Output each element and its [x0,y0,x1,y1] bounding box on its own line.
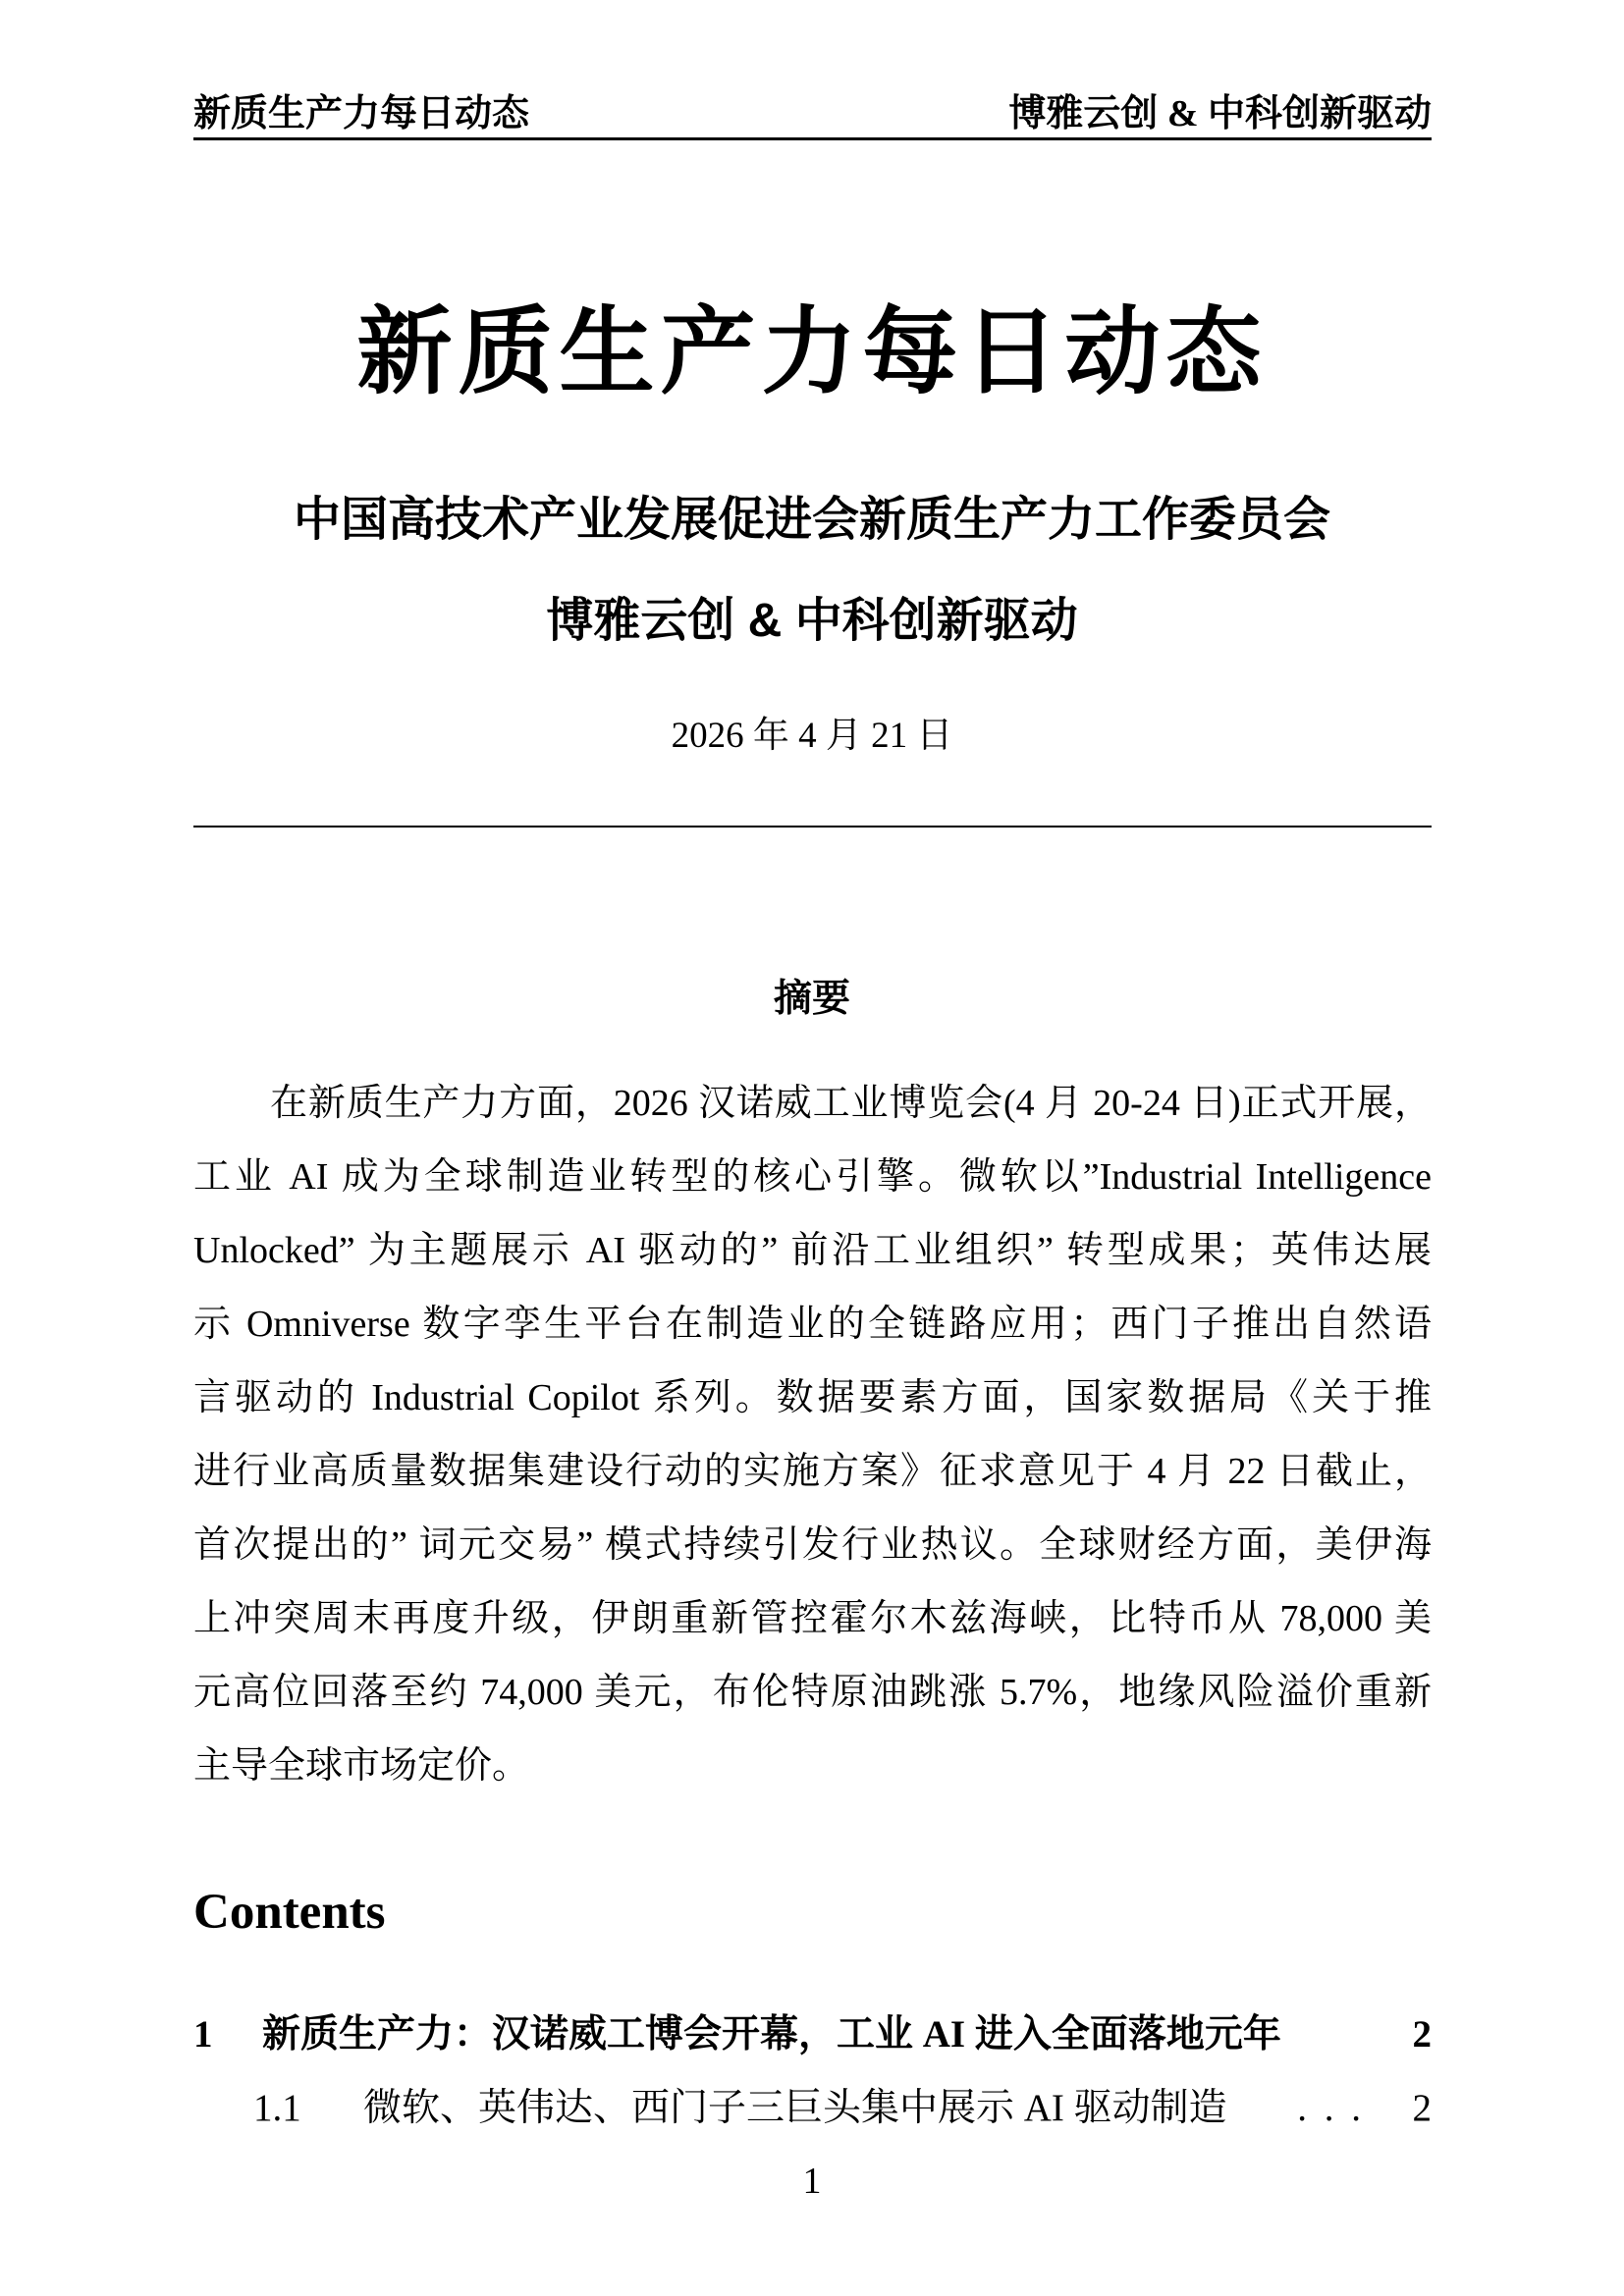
header-rule [193,137,1432,140]
abstract-paragraph [193,1067,1432,1803]
titleblock-rule [193,826,1432,828]
page-number: 1 [802,2161,822,2202]
header-left-title: 新质生产力每日动态 [193,93,530,134]
abstract-line: 首次提出的” 词元交易” 模式持续引发行业热议。全球财经方面，美伊海 [193,1524,1432,1566]
abstract-line: 示 Omniverse 数字孪生平台在制造业的全链路应用；西门子推出自然语 [193,1304,1432,1345]
toc-dot-leader: . . . [1297,2087,1365,2129]
header-right-orgs: 博雅云创 & 中科创新驱动 [1008,93,1432,134]
abstract-line: 言驱动的 Industrial Copilot 系列。数据要素方面，国家数据局《关于推 [193,1377,1432,1418]
abstract-line: 进行业高质量数据集建设行动的实施方案》征求意见于 4 月 22 日截止， [193,1451,1432,1492]
toc-section-title: 新质生产力：汉诺威工博会开幕，工业 AI 进入全面落地元年 [262,2013,1281,2056]
running-header [193,92,1432,135]
document-date: 2026 年 4 月 21 日 [671,716,953,756]
toc-entry-section-1[interactable] [193,2007,1432,2062]
document-title: 新质生产力每日动态 [356,300,1268,405]
abstract-line: Unlocked” 为主题展示 AI 驱动的” 前沿工业组织” 转型成果；英伟达展 [193,1230,1432,1271]
toc-entry-subsection-1-1[interactable] [193,2081,1432,2136]
abstract-heading: 摘要 [773,978,850,1020]
toc-subsection-title: 微软、英伟达、西门子三巨头集中展示 AI 驱动制造 [363,2087,1227,2129]
document-subtitle: 中国高技术产业发展促进会新质生产力工作委员会 [293,494,1330,546]
abstract-line: 工业 AI 成为全球制造业转型的核心引擎。微软以”Industrial Intelligence [193,1156,1432,1198]
abstract-line: 在新质生产力方面，2026 汉诺威工业博览会(4 月 20-24 日)正式开展， [270,1083,1432,1124]
toc-subsection-number: 1.1 [253,2087,301,2129]
contents-heading: Contents [193,1885,386,1940]
toc-section-page: 2 [1412,2013,1432,2056]
abstract-line: 上冲突周末再度升级，伊朗重新管控霍尔木兹海峡，比特币从 78,000 美 [193,1598,1432,1639]
toc-section-number: 1 [193,2013,213,2056]
abstract-line: 元高位回落至约 74,000 美元，布伦特原油跳涨 5.7%，地缘风险溢价重新 [193,1672,1432,1713]
toc-subsection-page: 2 [1412,2087,1432,2129]
abstract-line: 主导全球市场定价。 [193,1745,530,1787]
document-authors: 博雅云创 & 中科创新驱动 [546,595,1078,647]
